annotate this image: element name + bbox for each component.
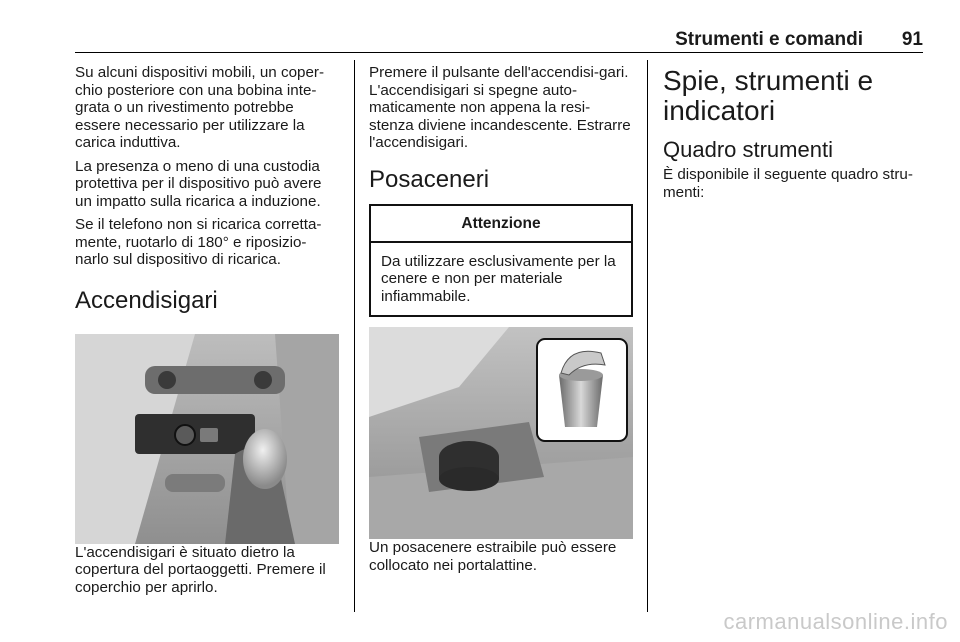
- paragraph: È disponibile il seguente quadro stru-menti:: [663, 166, 913, 201]
- paragraph: Premere il pulsante dell'accendisi-gari. L'accendisigari si spegne auto-maticamente non appena la resi-stenza diviene incandescente. Estrarre l'accendisigari.: [369, 64, 631, 151]
- paragraph: La presenza o meno di una custodia protettiva per il dispositivo può avere un impatto sulla ricarica a induzione.: [75, 157, 322, 210]
- ashtray-photo: [369, 327, 633, 539]
- photo-caption: L'accendisigari è situato dietro la copertura del portaoggetti. Premere il coperchio per aprirlo.: [75, 543, 326, 596]
- column-divider-2: [647, 60, 648, 612]
- chapter-heading: Spie, strumenti e indicatori: [663, 65, 874, 126]
- column-2: [369, 64, 633, 580]
- page-number: 91: [901, 29, 923, 50]
- page-header: [75, 29, 923, 51]
- header-divider: [75, 52, 923, 53]
- cigarette-lighter-photo: [75, 334, 339, 544]
- section-heading: Accendisigari: [75, 286, 218, 314]
- warning-title: Attenzione: [371, 206, 631, 243]
- photo-caption: Un posacenere estraibile può essere collocato nei portalattine.: [369, 539, 617, 574]
- column-1: [75, 64, 339, 602]
- paragraph: Su alcuni dispositivi mobili, un coper-chio posteriore con una bobina inte-grata o un rivestimento potrebbe essere necessario per utilizzare la carica induttiva.: [75, 64, 325, 151]
- warning-text: Da utilizzare esclusivamente per la cenere e non per materiale infiammabile.: [381, 252, 616, 305]
- header-title: Strumenti e comandi: [675, 29, 863, 50]
- column-divider-1: [354, 60, 355, 612]
- subsection-heading: Quadro strumenti: [663, 137, 833, 162]
- section-heading: Posaceneri: [369, 165, 490, 193]
- watermark: carmanualsonline.info: [723, 609, 948, 634]
- paragraph: Se il telefono non si ricarica corretta-mente, ruotarlo di 180° e riposizio-narlo sul dispositivo di ricarica.: [75, 216, 322, 268]
- warning-box: [369, 204, 633, 318]
- column-3: [663, 64, 925, 207]
